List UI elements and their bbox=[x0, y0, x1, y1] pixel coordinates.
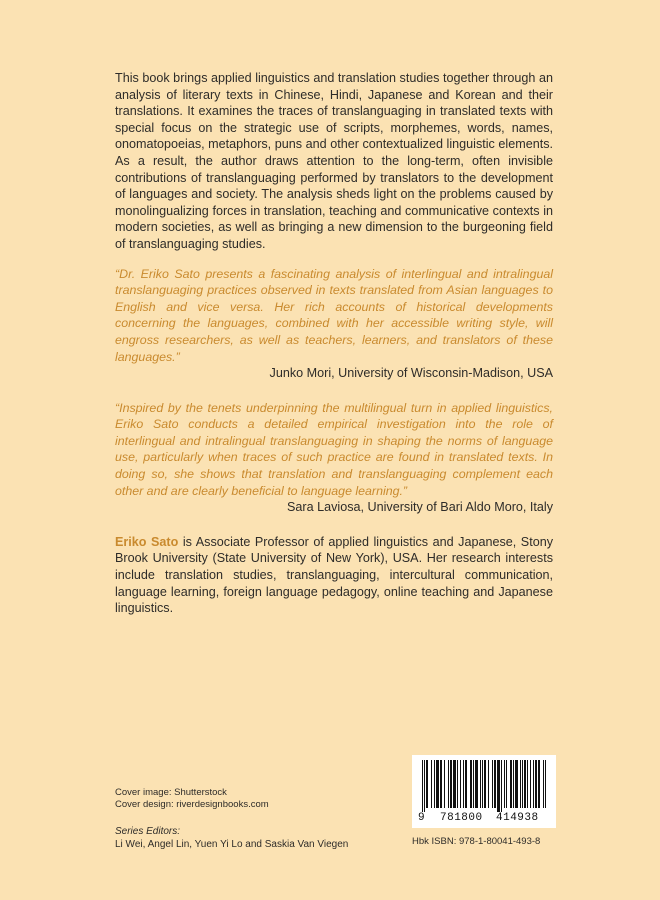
barcode-bar bbox=[450, 760, 452, 808]
series-editors-names: Li Wei, Angel Lin, Yuen Yi Lo and Saskia Van Viegen bbox=[115, 839, 349, 850]
barcode-bar bbox=[497, 760, 500, 812]
barcode-bar bbox=[494, 760, 496, 808]
cover-image-credit: Cover image: Shutterstock bbox=[115, 787, 227, 798]
barcode-bar bbox=[436, 760, 439, 808]
barcode-bar bbox=[535, 760, 537, 808]
barcode-bar bbox=[440, 760, 442, 808]
cover-credits bbox=[115, 787, 269, 811]
barcode-bar bbox=[513, 760, 514, 808]
back-cover-text bbox=[115, 70, 553, 629]
barcode-bar bbox=[480, 760, 481, 808]
barcode-bars bbox=[418, 760, 550, 812]
endorsement-attribution: Sara Laviosa, University of Bari Aldo Moro, Italy bbox=[287, 500, 553, 515]
series-editors bbox=[115, 825, 348, 851]
barcode-bar bbox=[530, 760, 531, 808]
barcode-bar bbox=[524, 760, 526, 808]
barcode-bar bbox=[475, 760, 478, 808]
barcode-bar bbox=[444, 760, 445, 808]
isbn-number: Hbk ISBN: 978-1-80041-493-8 bbox=[412, 836, 541, 847]
barcode-bar bbox=[431, 760, 432, 808]
barcode-bar bbox=[522, 760, 523, 808]
barcode-bar bbox=[422, 760, 423, 812]
barcode-bar bbox=[460, 760, 461, 808]
endorsement-quote: “Dr. Eriko Sato presents a fascinating analysis of interlingual and intralingual translanguaging practices observed in texts translated from Asian languages to English and vice versa. Her rich accounts of historical developments concerning the languages, combined with her accessible writing style, will engross researchers, as well as teachers, learners, and translators of these languages.” bbox=[115, 266, 553, 364]
barcode-bar bbox=[538, 760, 540, 808]
barcode-bar bbox=[457, 760, 458, 808]
barcode-bar bbox=[424, 760, 425, 812]
barcode-bar bbox=[504, 760, 505, 808]
author-bio bbox=[115, 534, 553, 617]
barcode-right-group: 414938 bbox=[496, 812, 539, 824]
barcode-bar bbox=[543, 760, 544, 808]
endorsement-1 bbox=[115, 266, 553, 382]
endorsement-attribution: Junko Mori, University of Wisconsin-Madison, USA bbox=[269, 366, 553, 381]
author-name: Eriko Sato bbox=[115, 534, 179, 549]
barcode-bar bbox=[510, 760, 512, 808]
barcode-bar bbox=[470, 760, 472, 808]
barcode-bar bbox=[515, 760, 518, 808]
barcode-bar bbox=[545, 760, 546, 808]
endorsement-quote: “Inspired by the tenets underpinning the multilingual turn in applied linguistics, Eriko Sato conducts a detailed empirical investigation into the role of interlingual and intralingual translanguaging in shaping the norms of language use, particularly when traces of such practice are found in translated texts. In doing so, she shows that translation and translanguaging complement each other and are clearly beneficial to language learning.” bbox=[115, 400, 553, 498]
cover-design-credit: Cover design: riverdesignbooks.com bbox=[115, 799, 269, 810]
barcode-bar bbox=[473, 760, 474, 808]
book-blurb: This book brings applied linguistics and translation studies together through an analysis of literary texts in Chinese, Hindi, Japanese and Korean and their translations. It examines the traces of translanguaging in translated texts with special focus on the strategic use of scripts, morphemes, words, names, onomatopoeias, metaphors, puns and other contextualized linguistic elements. As a result, the author draws attention to the long-term, often invisible contributions of translanguaging performed by translators to the development of languages and society. The analysis sheds light on the problems caused by monolingualizing forces in translation, teaching and communicative contexts in modern societies, as well as bringing a new dimension to the burgeoning field of translanguaging studies. bbox=[115, 71, 553, 251]
barcode-bar bbox=[488, 760, 489, 808]
barcode-bar bbox=[484, 760, 486, 808]
barcode-bar bbox=[492, 760, 493, 808]
author-bio-text: is Associate Professor of applied linguistics and Japanese, Stony Brook University (State University of New York), USA. Her research interests include translation studies, translanguaging, intercultural communication, language learning, foreign language pedagogy, online teaching and Japanese linguistics. bbox=[115, 534, 553, 616]
barcode-bar bbox=[448, 760, 449, 808]
isbn-barcode bbox=[412, 755, 556, 828]
barcode-bar bbox=[465, 760, 467, 808]
barcode-bar bbox=[533, 760, 534, 808]
barcode-bar bbox=[463, 760, 464, 808]
barcode-bar bbox=[501, 760, 502, 812]
barcode-bar bbox=[506, 760, 507, 808]
barcode-bar bbox=[520, 760, 521, 808]
barcode-bar bbox=[426, 760, 428, 808]
barcode-left-group: 781800 bbox=[440, 812, 483, 824]
series-editors-label: Series Editors: bbox=[115, 826, 181, 837]
endorsement-2 bbox=[115, 400, 553, 516]
barcode-bar bbox=[482, 760, 483, 808]
barcode-bar bbox=[434, 760, 435, 808]
barcode-first-digit: 9 bbox=[418, 812, 425, 824]
barcode-bar bbox=[453, 760, 456, 808]
barcode-bar bbox=[527, 760, 528, 808]
